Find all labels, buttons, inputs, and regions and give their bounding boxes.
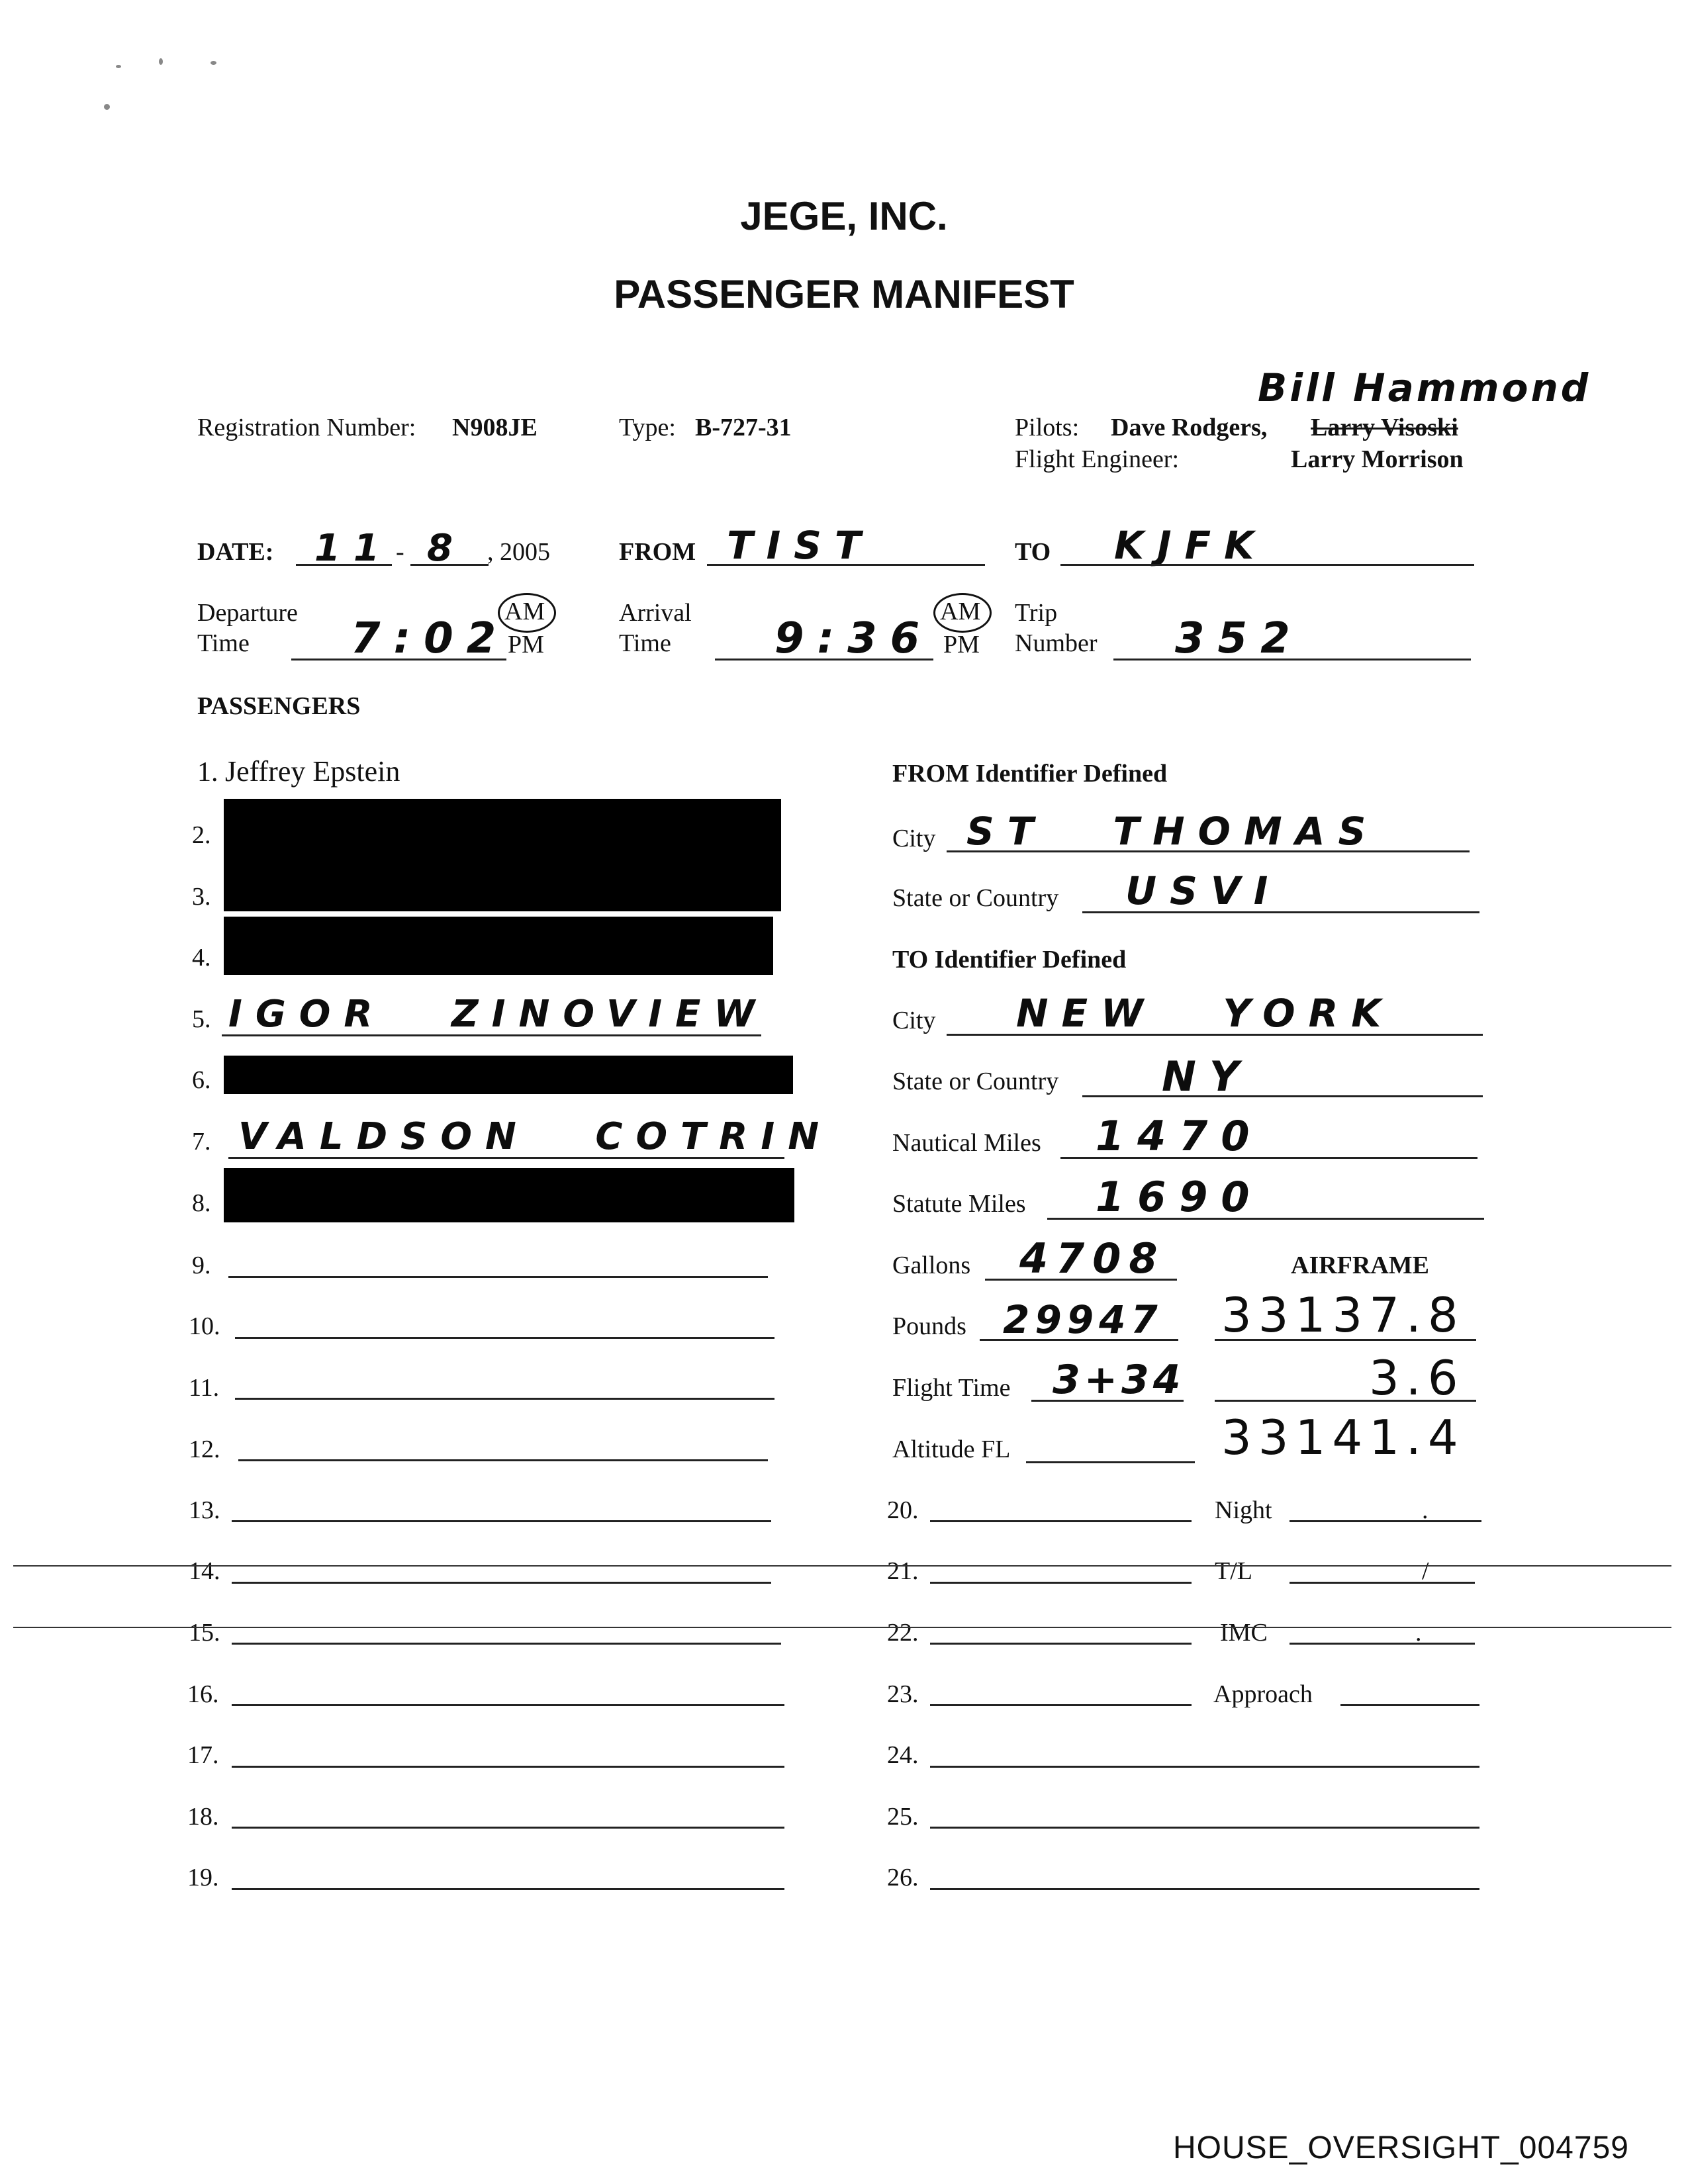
right-row-number: 24. xyxy=(887,1741,919,1769)
airframe-total-2: 33141.4 xyxy=(1221,1410,1465,1465)
redaction-block xyxy=(224,1056,793,1094)
passenger-line xyxy=(228,1276,768,1278)
pilot-2-struck: Larry Visoski xyxy=(1311,414,1458,441)
date-month-line xyxy=(296,564,392,566)
gallons-line xyxy=(985,1279,1177,1281)
night-label: Night xyxy=(1215,1496,1272,1524)
company-name: JEGE, INC. xyxy=(740,194,948,238)
from-state-line xyxy=(1082,911,1479,913)
scan-speck xyxy=(116,65,121,68)
from-line xyxy=(707,564,985,566)
arrival-label: Arrival xyxy=(619,599,692,627)
statute-miles: 1690 xyxy=(1096,1173,1263,1221)
from-state-label: State or Country xyxy=(892,884,1059,912)
altitude-label: Altitude FL xyxy=(892,1435,1011,1463)
passenger-line xyxy=(232,1766,784,1768)
right-row-number: 20. xyxy=(887,1496,919,1524)
passenger-number: 14. xyxy=(189,1557,220,1585)
arrival-time-label: Time xyxy=(619,629,671,657)
departure-pm: PM xyxy=(508,631,544,659)
imc-label: IMC xyxy=(1220,1619,1268,1647)
trip-label: Trip xyxy=(1015,599,1058,627)
trip-number: 352 xyxy=(1175,614,1303,663)
airframe-heading: AIRFRAME xyxy=(1291,1251,1429,1279)
altitude-line xyxy=(1026,1461,1195,1463)
passenger-name: IGOR ZINOVIEW xyxy=(228,993,769,1036)
date-separator: - xyxy=(396,538,404,566)
right-row-line xyxy=(930,1520,1192,1522)
to-state-label: State or Country xyxy=(892,1068,1059,1095)
passenger-name: Jeffrey Epstein xyxy=(225,755,400,788)
departure-time: 7:02 xyxy=(351,614,510,663)
departure-am: AM xyxy=(504,598,545,625)
passenger-number: 13. xyxy=(189,1496,220,1524)
date-day-line xyxy=(410,564,489,566)
arrival-line xyxy=(715,659,933,660)
passenger-line xyxy=(228,1157,784,1159)
passenger-line xyxy=(232,1888,784,1890)
document-title: PASSENGER MANIFEST xyxy=(614,272,1074,316)
date-year: , 2005 xyxy=(487,538,550,566)
passenger-number: 6. xyxy=(192,1066,211,1094)
right-row-line xyxy=(930,1704,1192,1706)
pilots-label: Pilots: xyxy=(1015,414,1080,441)
passenger-line xyxy=(235,1398,774,1400)
departure-label: Departure xyxy=(197,599,298,627)
to-city-label: City xyxy=(892,1007,936,1034)
to-line xyxy=(1060,564,1474,566)
right-row-line xyxy=(930,1643,1192,1645)
imc-line xyxy=(1289,1643,1475,1645)
gallons: 4708 xyxy=(1019,1234,1166,1283)
from-state: USVI xyxy=(1125,868,1282,913)
flight-engineer-label: Flight Engineer: xyxy=(1015,445,1180,473)
bates-number: HOUSE_OVERSIGHT_004759 xyxy=(1173,2130,1629,2165)
night-separator: . xyxy=(1422,1496,1429,1524)
redaction-block xyxy=(224,1168,794,1222)
scan-speck xyxy=(211,61,216,65)
to-state-line xyxy=(1082,1095,1483,1097)
from-label: FROM xyxy=(619,538,696,566)
passenger-number: 19. xyxy=(187,1864,219,1891)
passenger-number: 11. xyxy=(189,1374,220,1402)
passenger-number: 7. xyxy=(192,1128,211,1156)
redaction-block xyxy=(224,799,781,911)
to-identifier-heading: TO Identifier Defined xyxy=(892,946,1127,974)
passenger-number: 4. xyxy=(192,944,211,972)
passenger-line xyxy=(232,1582,771,1584)
to-city-line xyxy=(947,1034,1483,1036)
scan-speck xyxy=(159,58,163,65)
from-identifier-heading: FROM Identifier Defined xyxy=(892,760,1168,788)
passenger-number: 15. xyxy=(189,1619,220,1647)
passenger-line xyxy=(232,1827,784,1829)
passenger-line xyxy=(235,1337,774,1339)
pounds: 29947 xyxy=(1003,1297,1163,1342)
scan-speck xyxy=(104,104,110,110)
pounds-label: Pounds xyxy=(892,1312,966,1340)
passenger-number: 18. xyxy=(187,1803,219,1831)
departure-am-circle xyxy=(498,593,556,633)
passenger-line xyxy=(238,1459,768,1461)
tl-line xyxy=(1289,1582,1475,1584)
tl-separator: / xyxy=(1422,1557,1429,1585)
flight-time-line xyxy=(1031,1400,1184,1402)
passenger-number: 5. xyxy=(192,1005,211,1033)
trip-line xyxy=(1113,659,1471,660)
passenger-number: 10. xyxy=(189,1312,220,1340)
airframe-total-1: 33137.8 xyxy=(1221,1287,1465,1343)
date-label: DATE: xyxy=(197,538,274,566)
passenger-number: 9. xyxy=(192,1251,211,1279)
arrival-am-circle xyxy=(933,593,992,633)
departure-time-label: Time xyxy=(197,629,250,657)
arrival-pm: PM xyxy=(943,631,980,659)
arrival-time: 9:36 xyxy=(774,614,933,663)
right-row-number: 21. xyxy=(887,1557,919,1585)
nautical-miles: 1470 xyxy=(1096,1112,1263,1160)
nautical-line xyxy=(1060,1157,1477,1159)
right-row-line xyxy=(930,1888,1479,1890)
passenger-number: 8. xyxy=(192,1189,211,1217)
aircraft-type: B-727-31 xyxy=(695,414,792,441)
right-row-line xyxy=(930,1766,1479,1768)
statute-miles-label: Statute Miles xyxy=(892,1190,1026,1218)
passenger-line xyxy=(232,1520,771,1522)
approach-line xyxy=(1340,1704,1479,1706)
to-city: NEW YORK xyxy=(1016,991,1395,1036)
right-row-number: 23. xyxy=(887,1680,919,1708)
to-state: NY xyxy=(1162,1052,1252,1101)
passenger-line xyxy=(232,1704,784,1706)
right-row-number: 22. xyxy=(887,1619,919,1647)
from-city-line xyxy=(947,850,1470,852)
right-row-number: 25. xyxy=(887,1803,919,1831)
flight-time: 3+34 xyxy=(1053,1357,1185,1403)
passenger-number: 2. xyxy=(192,821,211,849)
strike-line-row-14 xyxy=(13,1565,1671,1567)
passenger-name: VALDSON COTRIN xyxy=(238,1115,833,1158)
strike-line-row-15 xyxy=(13,1627,1671,1628)
type-label: Type: xyxy=(619,414,676,441)
airframe-flight-time: 3.6 xyxy=(1369,1350,1465,1406)
from-airport: TIST xyxy=(727,523,874,568)
gallons-label: Gallons xyxy=(892,1251,971,1279)
flight-engineer: Larry Morrison xyxy=(1291,445,1464,473)
pilot-1: Dave Rodgers, xyxy=(1111,414,1268,441)
passenger-number: 16. xyxy=(187,1680,219,1708)
night-line xyxy=(1289,1520,1481,1522)
right-row-line xyxy=(930,1827,1479,1829)
departure-line xyxy=(291,659,506,660)
trip-number-label: Number xyxy=(1015,629,1098,657)
nautical-miles-label: Nautical Miles xyxy=(892,1129,1041,1157)
date-month: 11 xyxy=(314,527,393,570)
passenger-line xyxy=(232,1643,781,1645)
to-label: TO xyxy=(1015,538,1051,566)
registration-number: N908JE xyxy=(452,414,538,441)
approach-label: Approach xyxy=(1213,1680,1313,1708)
tl-label: T/L xyxy=(1215,1557,1252,1585)
from-city-label: City xyxy=(892,825,936,852)
passenger-number: 3. xyxy=(192,883,211,911)
right-row-line xyxy=(930,1582,1192,1584)
airframe-line-2 xyxy=(1215,1400,1476,1402)
imc-separator: . xyxy=(1415,1619,1422,1647)
passenger-number: 12. xyxy=(189,1435,220,1463)
arrival-am: AM xyxy=(940,598,981,625)
passenger-number: 17. xyxy=(187,1741,219,1769)
pilot-2-handwritten: Bill Hammond xyxy=(1258,365,1591,410)
passenger-number: 1. xyxy=(197,757,218,788)
passengers-heading: PASSENGERS xyxy=(197,692,361,720)
from-city: ST THOMAS xyxy=(966,809,1380,854)
airframe-line-1 xyxy=(1215,1339,1476,1341)
statute-line xyxy=(1047,1218,1484,1220)
right-row-number: 26. xyxy=(887,1864,919,1891)
passenger-line xyxy=(222,1034,761,1036)
registration-label: Registration Number: xyxy=(197,414,416,441)
pounds-line xyxy=(980,1339,1178,1341)
to-airport: KJFK xyxy=(1114,523,1268,568)
flight-time-label: Flight Time xyxy=(892,1374,1011,1402)
date-day: 8 xyxy=(427,527,466,570)
redaction-block xyxy=(224,917,773,975)
